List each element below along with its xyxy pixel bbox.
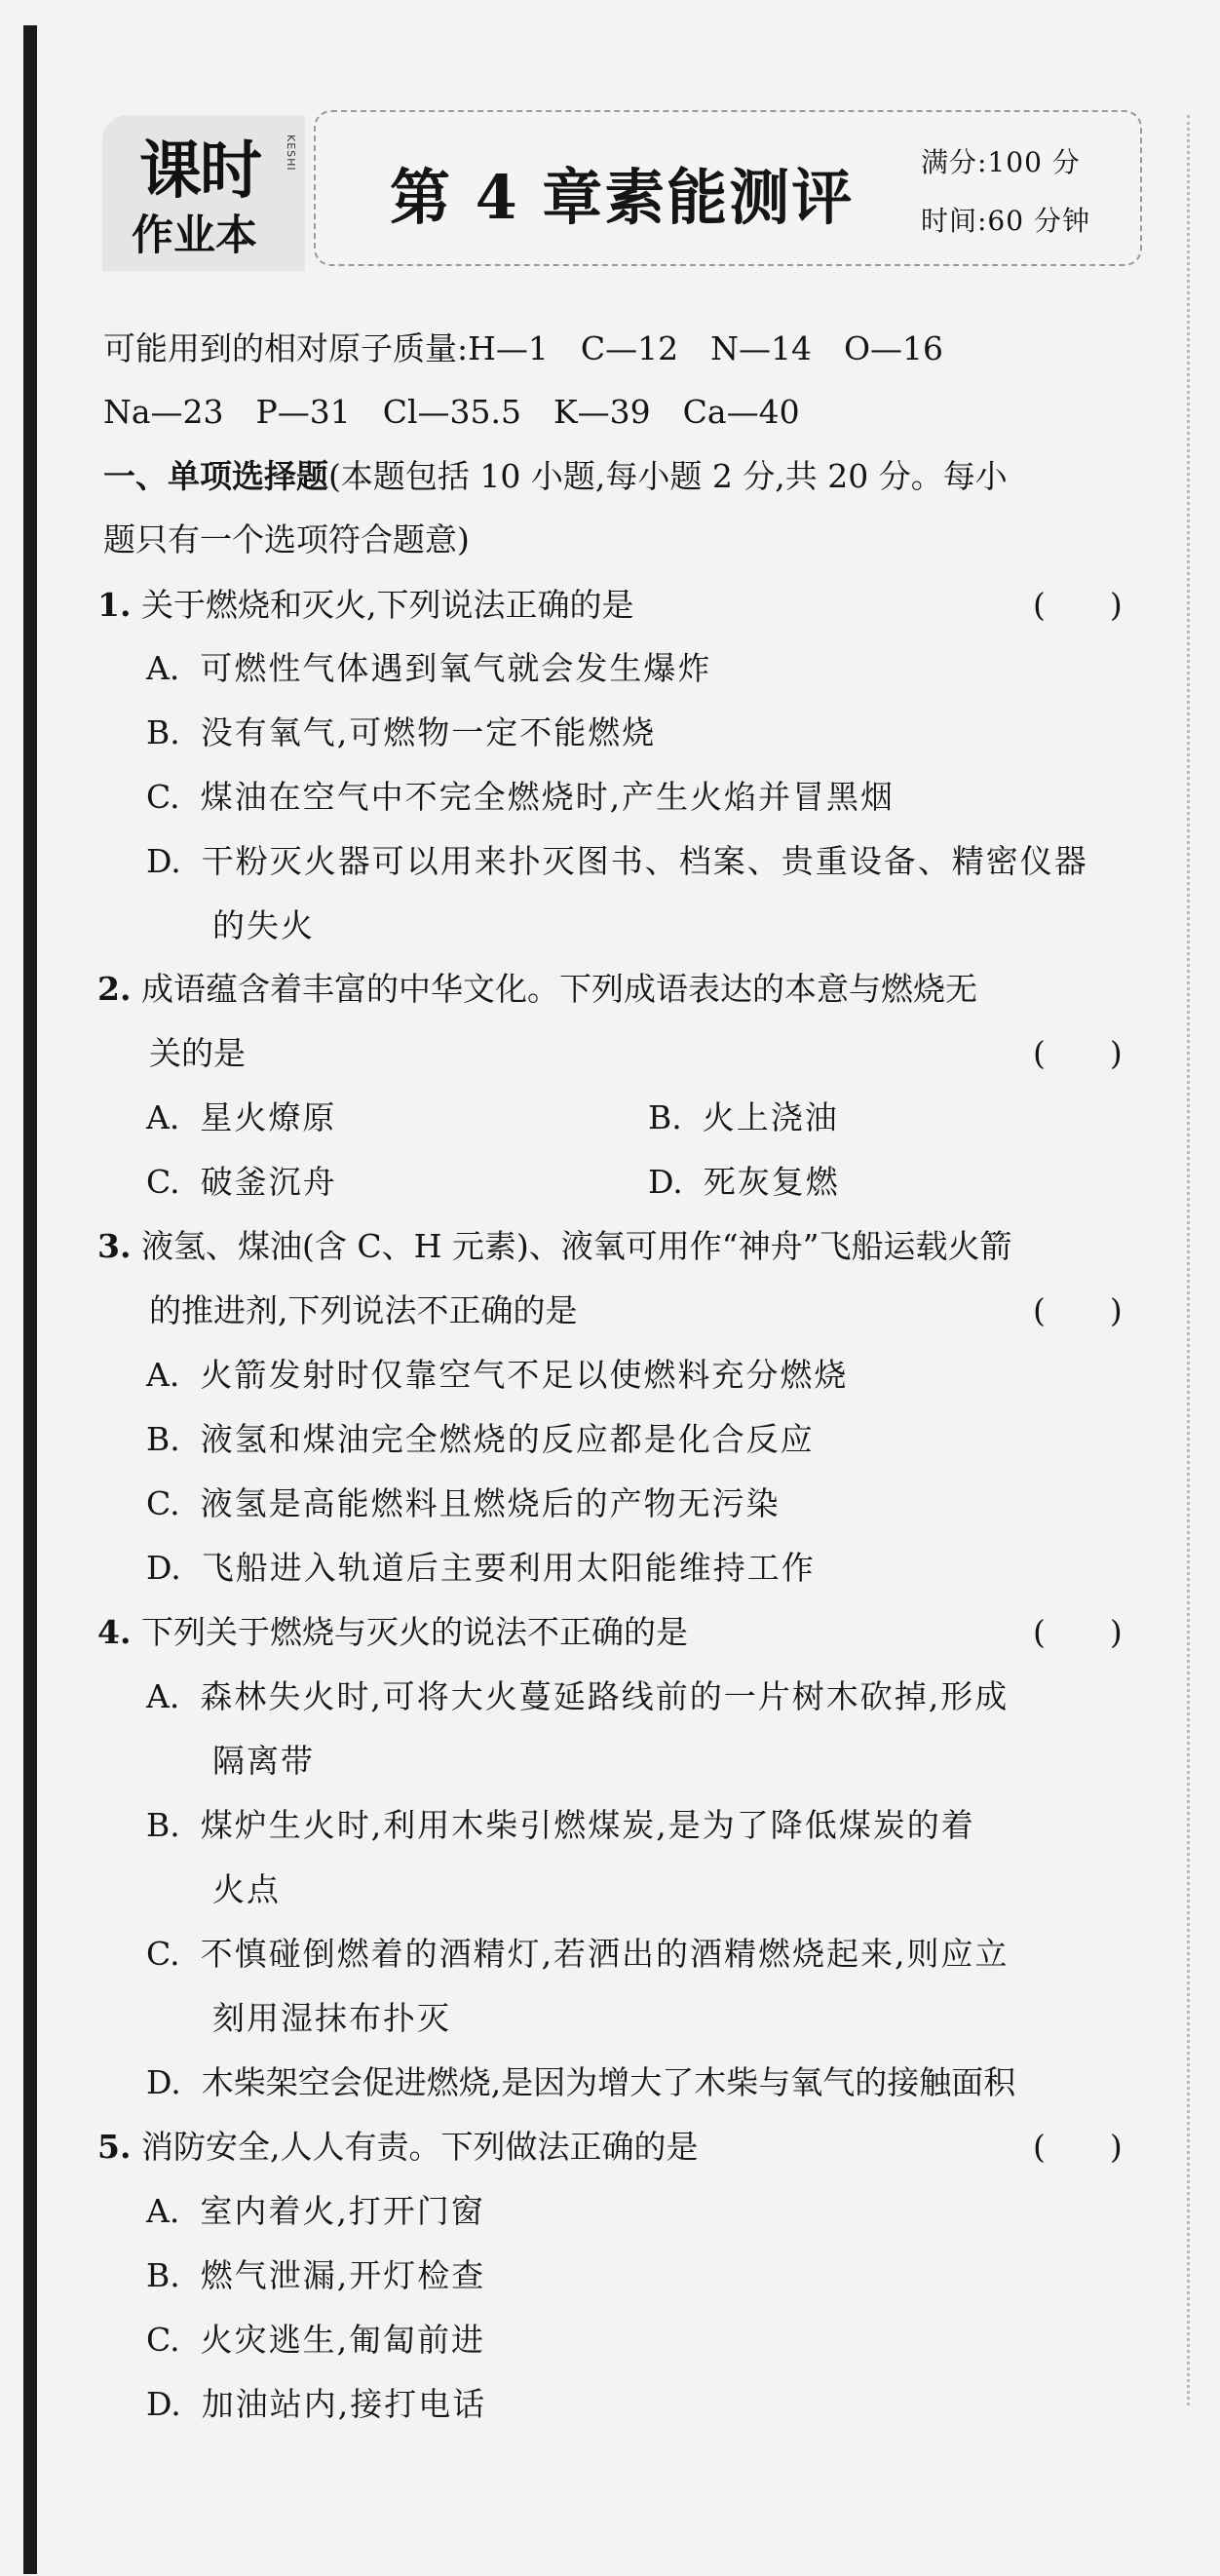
question-3-stem-cont: 的推进剂,下列说法不正确的是 [149, 1291, 578, 1329]
q4-option-b-cont: 火点 [212, 1870, 281, 1908]
q1-option-a: A. 可燃性气体遇到氧气就会发生爆炸 [146, 649, 712, 687]
q4-option-c-cont: 刻用湿抹布扑灭 [212, 1999, 451, 2037]
q1-option-b: B. 没有氧气,可燃物一定不能燃烧 [146, 713, 657, 751]
atomic-mass-line-2: Na—23 P—31 Cl—35.5 K—39 Ca—40 [103, 393, 800, 431]
section-heading [103, 457, 1008, 495]
page-title: 第 4 章素能测评 [390, 162, 855, 233]
q4-option-b: B. 煤炉生火时,利用木柴引燃煤炭,是为了降低煤炭的着 [146, 1806, 975, 1844]
q4-option-c: C. 不慎碰倒燃着的酒精灯,若洒出的酒精燃烧起来,则应立 [146, 1935, 1010, 1973]
q1-option-c: C. 煤油在空气中不完全燃烧时,产生火焰并冒黑烟 [146, 778, 896, 816]
q3-option-b: B. 液氢和煤油完全燃烧的反应都是化合反应 [146, 1420, 815, 1458]
question-4-stem: 4. 下列关于燃烧与灭火的说法不正确的是 [97, 1613, 688, 1651]
q5-option-d: D. 加油站内,接打电话 [146, 2385, 487, 2423]
page-cut-line [1187, 115, 1190, 2405]
answer-blank-3: ( ) [1033, 1291, 1123, 1329]
section-title: 一、单项选择题 [103, 457, 328, 495]
logo [102, 115, 305, 271]
time-limit: 时间:60 分钟 [921, 205, 1090, 237]
atomic-mass-line-1: 可能用到的相对原子质量:H—1 C—12 N—14 O—16 [103, 329, 944, 367]
q2-option-a: A. 星火燎原 [146, 1098, 337, 1136]
q1-option-d-cont: 的失火 [212, 906, 315, 944]
question-5-stem: 5. 消防安全,人人有责。下列做法正确的是 [97, 2128, 699, 2166]
q3-option-d: D. 飞船进入轨道后主要利用太阳能维持工作 [146, 1549, 816, 1587]
section-desc-2: 题只有一个选项符合题意) [103, 520, 470, 558]
answer-blank-5: ( ) [1033, 2128, 1123, 2166]
q4-option-d: D. 木柴架空会促进燃烧,是因为增大了木柴与氧气的接触面积 [146, 2063, 1016, 2101]
q4-option-a-cont: 隔离带 [212, 1742, 315, 1780]
q1-option-d: D. 干粉灭火器可以用来扑灭图书、档案、贵重设备、精密仪器 [146, 842, 1088, 880]
section-desc-1: (本题包括 10 小题,每小题 2 分,共 20 分。每小 [328, 457, 1008, 495]
question-2-stem: 2. 成语蕴含着丰富的中华文化。下列成语表达的本意与燃烧无 [97, 970, 977, 1008]
q2-option-d: D. 死灰复燃 [648, 1163, 840, 1201]
full-score: 满分:100 分 [921, 146, 1081, 178]
logo-top-text: 课时 [139, 135, 260, 208]
answer-blank-1: ( ) [1033, 586, 1123, 624]
logo-bottom-text: 作业本 [132, 211, 257, 260]
q2-option-c: C. 破釜沉舟 [146, 1163, 337, 1201]
answer-blank-4: ( ) [1033, 1613, 1123, 1651]
question-1-stem: 1. 关于燃烧和灭火,下列说法正确的是 [97, 586, 634, 624]
q2-option-b: B. 火上浇油 [648, 1098, 839, 1136]
q4-option-a: A. 森林失火时,可将大火蔓延路线前的一片树木砍掉,形成 [146, 1677, 1010, 1715]
logo-side-text: KESHI [285, 135, 297, 172]
q3-option-a: A. 火箭发射时仅靠空气不足以使燃料充分燃烧 [146, 1356, 849, 1394]
binding-edge [23, 25, 37, 2574]
q5-option-a: A. 室内着火,打开门窗 [146, 2192, 485, 2230]
q5-option-b: B. 燃气泄漏,开灯检查 [146, 2256, 486, 2294]
q3-option-c: C. 液氢是高能燃料且燃烧后的产物无污染 [146, 1484, 781, 1522]
question-3-stem: 3. 液氢、煤油(含 C、H 元素)、液氧可用作“神舟”飞船运载火箭 [97, 1227, 1012, 1265]
answer-blank-2: ( ) [1033, 1034, 1123, 1072]
q5-option-c: C. 火灾逃生,匍匐前进 [146, 2321, 486, 2359]
question-2-stem-cont: 关的是 [149, 1034, 246, 1072]
